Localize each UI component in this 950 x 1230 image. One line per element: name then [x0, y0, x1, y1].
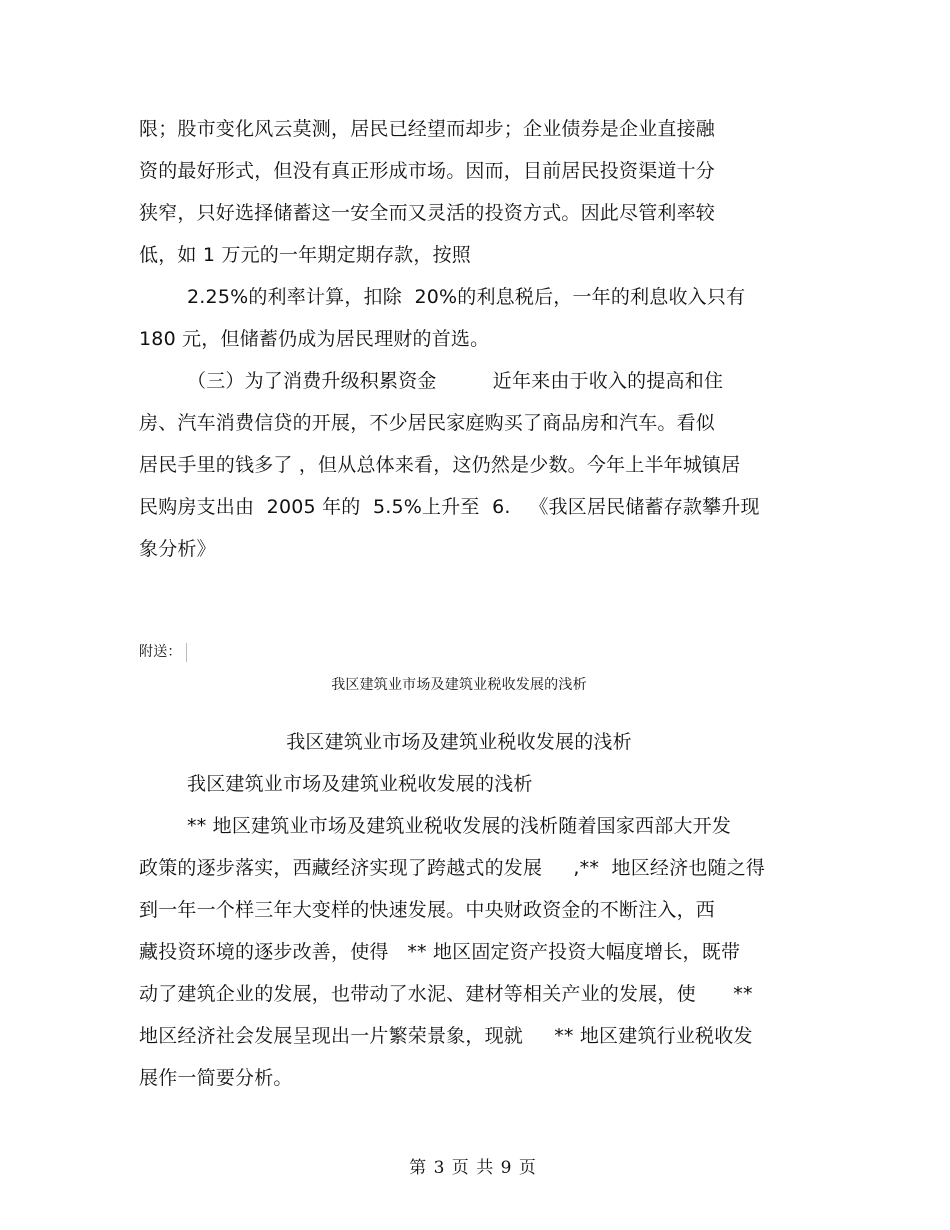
- body-text-line: 限；股市变化风云莫测，居民已经望而却步；企业债券是企业直接融: [139, 118, 716, 140]
- subtitle: 我区建筑业市场及建筑业税收发展的浅析: [187, 773, 533, 795]
- body-text-line: 资的最好形式，但没有真正形成市场。因而，目前居民投资渠道十分: [139, 160, 716, 182]
- page-footer: 第 3 页 共 9 页: [409, 1158, 537, 1178]
- body-text-line: 展作一简要分析。: [139, 1067, 293, 1089]
- body-text-line: 居民手里的钱多了 ，但从总体来看，这仍然是少数。今年上半年城镇居: [139, 454, 741, 476]
- appendix-label: 附送：: [139, 644, 182, 660]
- body-text-line: 房、汽车消费信贷的开展，不少居民家庭购买了商品房和汽车。看似: [139, 412, 716, 434]
- body-text-line: 动了建筑企业的发展，也带动了水泥、建材等相关产业的发展，使 **: [139, 983, 753, 1005]
- body-text-line: 低，如 1 万元的一年期定期存款，按照: [139, 244, 471, 266]
- small-title: 我区建筑业市场及建筑业税收发展的浅析: [331, 677, 587, 693]
- body-text-line: 地区经济社会发展呈现出一片繁荣景象，现就 ** 地区建筑行业税收发: [139, 1025, 753, 1047]
- body-text-line: ** 地区建筑业市场及建筑业税收发展的浅析随着国家西部大开发: [187, 815, 732, 837]
- divider: [186, 643, 187, 662]
- main-title: 我区建筑业市场及建筑业税收发展的浅析: [286, 731, 632, 753]
- body-text-line: 狭窄，只好选择储蓄这一安全而又灵活的投资方式。因此尽管利率较: [139, 202, 716, 224]
- body-text-line: 2.25%的利率计算，扣除 20%的利息税后，一年的利息收入只有: [187, 286, 746, 308]
- body-text-line: （三）为了消费升级积累资金 近年来由于收入的提高和住: [187, 370, 724, 392]
- body-text-line: 180 元，但储蓄仍成为居民理财的首选。: [139, 328, 490, 350]
- body-text-line: 到一年一个样三年大变样的快速发展。中央财政资金的不断注入，西: [139, 899, 716, 921]
- body-text-line: 民购房支出由 2005 年的 5.5%上升至 6. 《我区居民储蓄存款攀升现: [139, 496, 760, 518]
- body-text-line: 藏投资环境的逐步改善，使得 ** 地区固定资产投资大幅度增长，既带: [139, 941, 741, 963]
- body-text-line: 政策的逐步落实，西藏经济实现了跨越式的发展 ,** 地区经济也随之得: [139, 857, 766, 879]
- body-text-line: 象分析》: [139, 538, 216, 560]
